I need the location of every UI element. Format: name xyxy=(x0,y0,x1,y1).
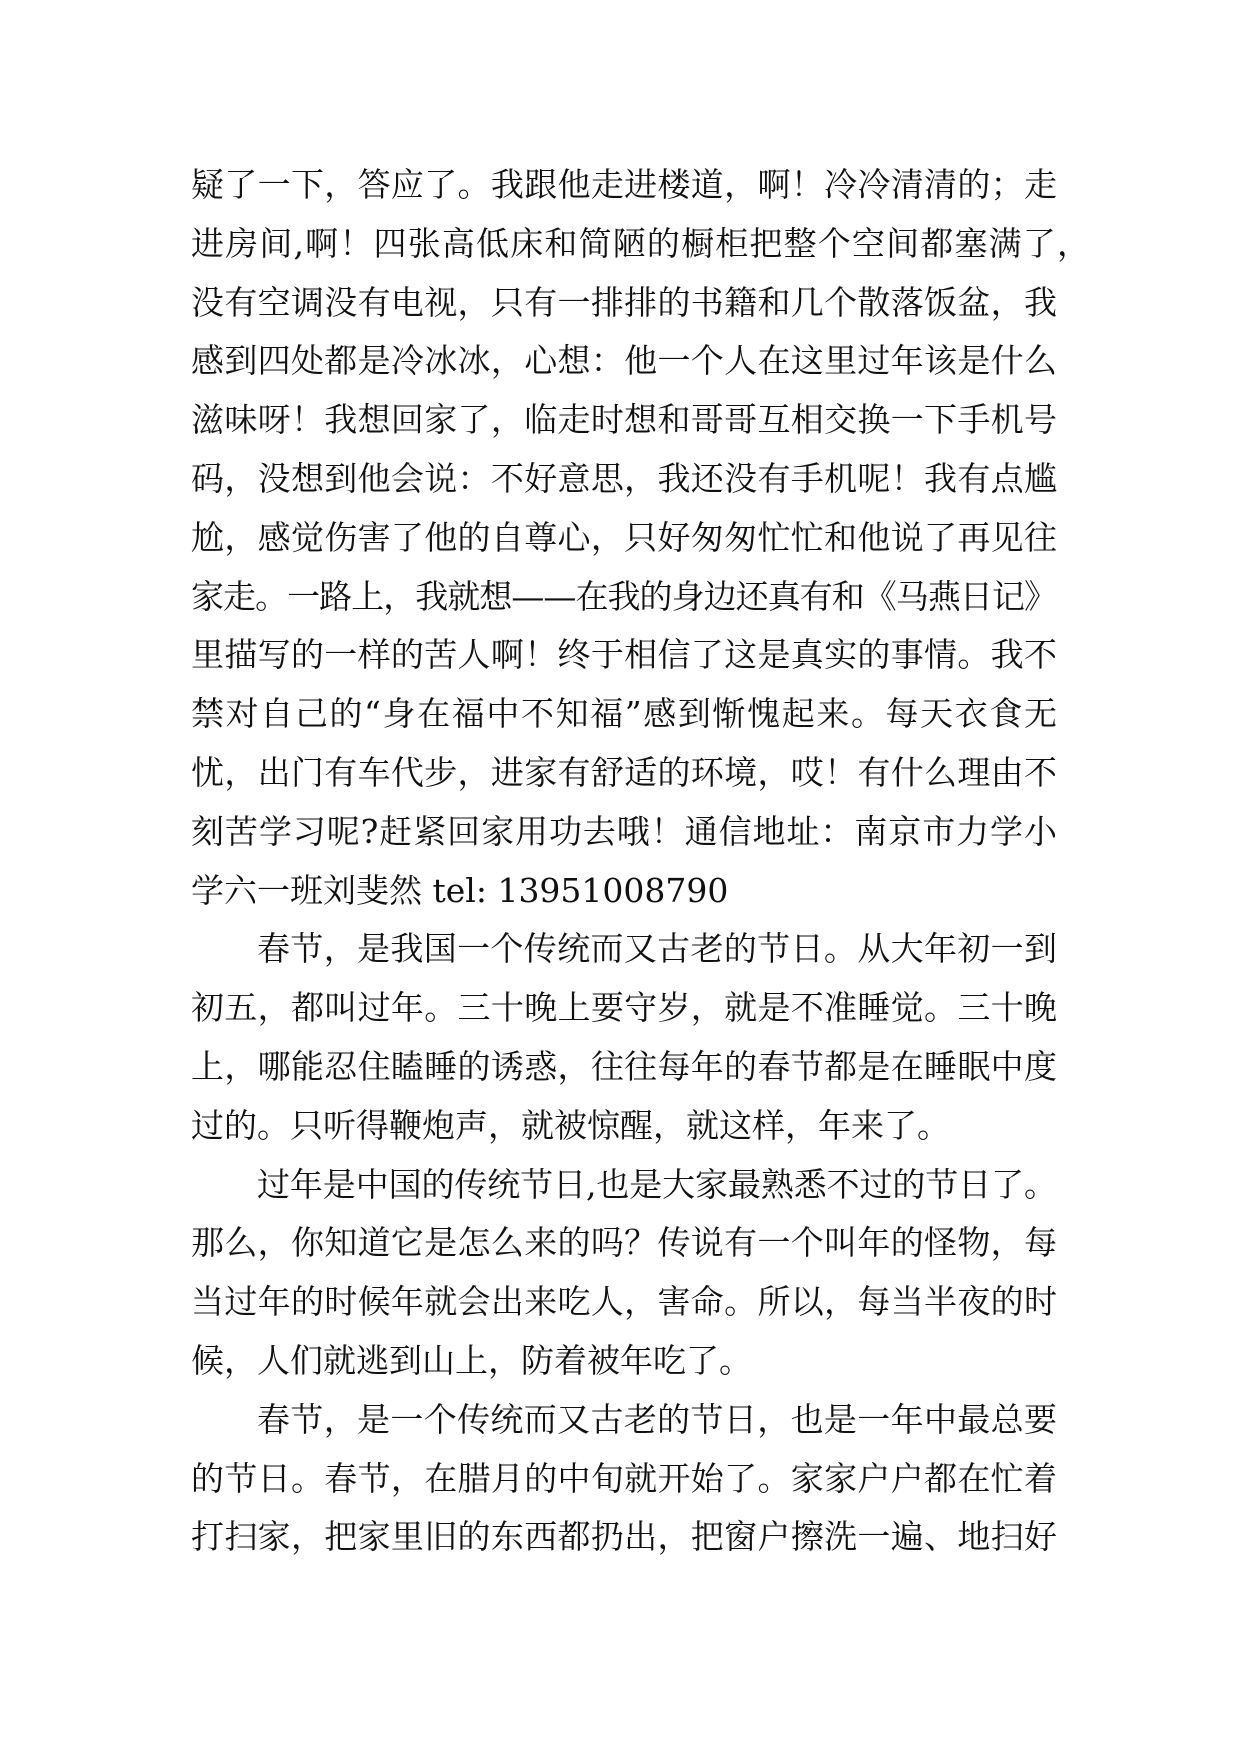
line-text: 过的。只听得鞭炮声，就被惊醒，就这样，年来了。 xyxy=(191,1105,950,1145)
line-text: 进房间,啊！四张高低床和简陋的橱柜把整个空间都塞满了， xyxy=(191,223,1092,263)
text-line xyxy=(191,803,1057,862)
line-text: 上，哪能忍住瞌睡的诱惑，往往每年的春节都是在睡眠中度 xyxy=(191,1046,1058,1086)
text-line xyxy=(191,215,1092,274)
line-text: 疑了一下，答应了。我跟他走进楼道，啊！冷冷清清的；走 xyxy=(191,165,1058,204)
paragraph xyxy=(191,920,1057,1155)
text-line xyxy=(191,1273,1057,1332)
text-line xyxy=(191,744,1057,803)
line-text: 春节，是一个传统而又古老的节日，也是一年中最总要 xyxy=(257,1399,1058,1439)
text-line xyxy=(191,568,1057,627)
paragraph xyxy=(191,1391,1057,1567)
text-line xyxy=(191,1508,1057,1567)
line-text: 码，没想到他会说：不好意思，我还没有手机呢！我有点尴 xyxy=(191,458,1058,498)
line-text: 里描写的一样的苦人啊！终于相信了这是真实的事情。我不 xyxy=(191,635,1058,675)
line-text: 春节，是我国一个传统而又古老的节日。从大年初一到 xyxy=(257,929,1058,969)
line-text: 家走。一路上，我就想——在我的身边还真有和《马燕日记》 xyxy=(191,576,1057,616)
line-text: 初五，都叫过年。三十晚上要守岁，就是不准睡觉。三十晚 xyxy=(191,988,1058,1028)
line-text: 滋味呀！我想回家了，临走时想和哥哥互相交换一下手机号 xyxy=(191,400,1058,440)
text-line xyxy=(191,391,1057,450)
line-text: 学六一班刘斐然 tel: 13951008790 xyxy=(191,870,729,910)
text-line xyxy=(191,1450,1057,1509)
text-line xyxy=(257,1156,1057,1215)
text-line xyxy=(191,1214,1057,1273)
text-line xyxy=(191,509,1057,568)
line-text: 尬，感觉伤害了他的自尊心，只好匆匆忙忙和他说了再见往 xyxy=(191,517,1058,557)
text-line xyxy=(191,685,1057,744)
paragraph xyxy=(191,156,1092,920)
text-line xyxy=(191,274,1057,333)
line-text: 那么，你知道它是怎么来的吗？传说有一个叫年的怪物，每 xyxy=(191,1223,1058,1263)
text-line xyxy=(257,1391,1057,1450)
text-line xyxy=(191,862,1057,921)
text-line xyxy=(191,626,1057,685)
text-line xyxy=(257,920,1057,979)
line-text: 禁对自己的“身在福中不知福”感到惭愧起来。每天衣食无 xyxy=(191,694,1059,734)
line-text: 没有空调没有电视，只有一排排的书籍和几个散落饭盆，我 xyxy=(191,282,1058,322)
line-text: 的节日。春节，在腊月的中旬就开始了。家家户户都在忙着 xyxy=(191,1458,1058,1498)
text-line xyxy=(191,332,1057,391)
text-line xyxy=(191,1097,1057,1156)
paragraph xyxy=(191,1156,1057,1391)
text-line xyxy=(191,1038,1057,1097)
line-text: 候，人们就逃到山上，防着被年吃了。 xyxy=(191,1340,752,1380)
line-text: 打扫家，把家里旧的东西都扔出，把窗户擦洗一遍、地扫好 xyxy=(191,1517,1058,1557)
line-text: 忧，出门有车代步，进家有舒适的环境，哎！有什么理由不 xyxy=(191,752,1058,792)
text-line xyxy=(191,1332,1057,1391)
line-text: 感到四处都是冷冰冰，心想：他一个人在这里过年该是什么 xyxy=(191,341,1058,381)
text-line xyxy=(191,156,1057,215)
line-text: 当过年的时候年就会出来吃人，害命。所以，每当半夜的时 xyxy=(191,1282,1058,1322)
text-line xyxy=(191,979,1057,1038)
line-text: 刻苦学习呢?赶紧回家用功去哦！通信地址：南京市力学小 xyxy=(191,811,1058,851)
line-text: 过年是中国的传统节日,也是大家最熟悉不过的节日了。 xyxy=(257,1164,1057,1204)
text-line xyxy=(191,450,1057,509)
document-body xyxy=(191,156,1092,1567)
